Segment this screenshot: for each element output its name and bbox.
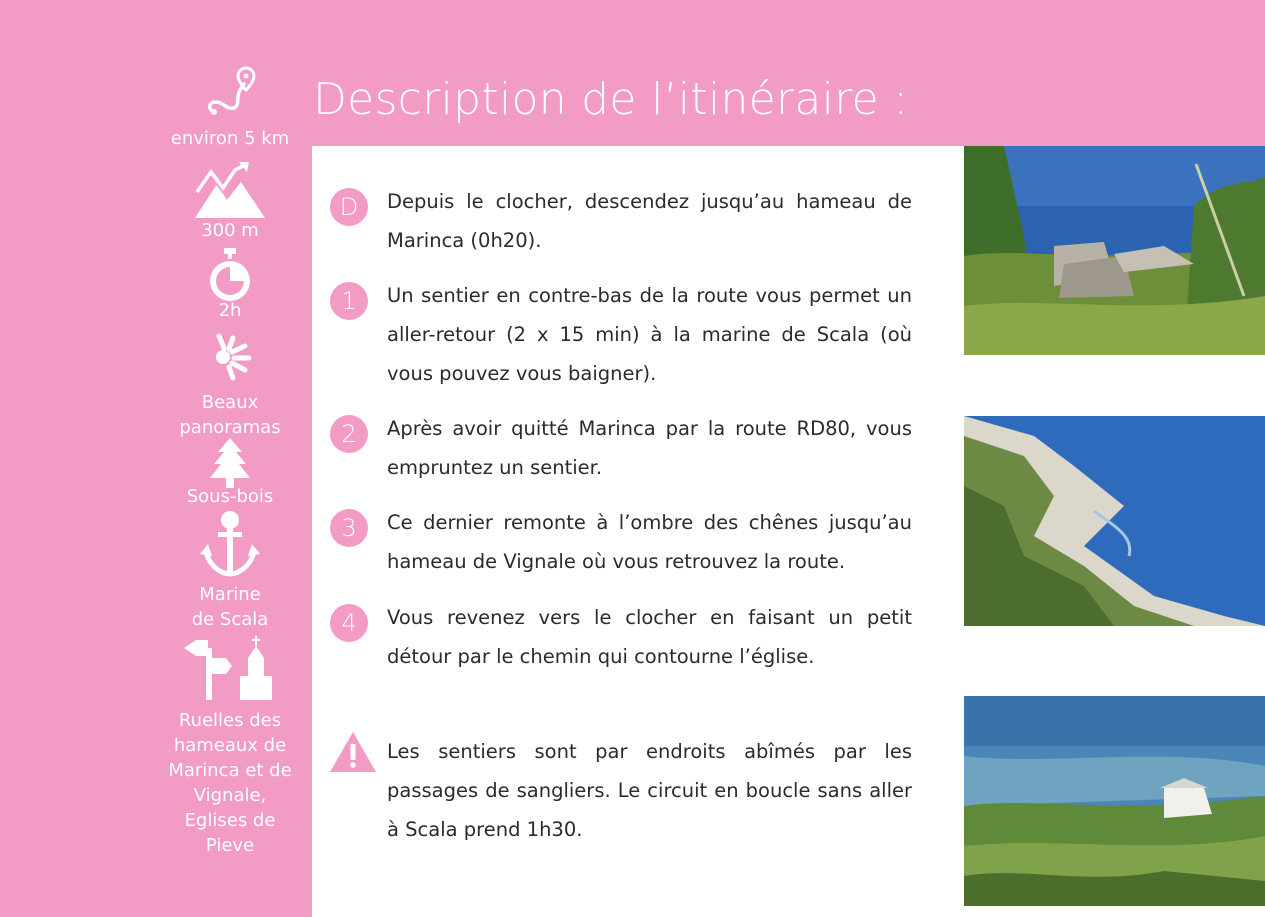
step-text: Depuis le clocher, descendez jusqu’au hameau de Marinca (0h20). <box>387 190 912 252</box>
sidebar-item-distance <box>160 66 300 151</box>
photo-rocky-coast <box>964 416 1265 626</box>
sidebar-label-duration: 2h <box>218 300 242 321</box>
sidebar-label-elevation: 300 m <box>201 220 259 241</box>
step-marker: 4 <box>330 604 368 642</box>
step-text: Un sentier en contre-bas de la route vous permet un aller-retour (2 x 15 min) à la marine de Scala (où vous pouvez vous baigner). <box>387 284 912 385</box>
sidebar-label-villages: Ruelles des hameaux de Marinca et de Vignale, Eglises de Pieve <box>168 710 292 856</box>
page-title: Description de l’itinéraire : <box>313 74 909 125</box>
sidebar-item-marine <box>160 510 300 632</box>
sidebar-label-marine: Marine de Scala <box>191 584 269 630</box>
sidebar-label-panorama: Beaux panoramas <box>179 392 281 438</box>
warning-triangle-icon <box>330 732 376 772</box>
step-marker: 2 <box>330 415 368 453</box>
step-text: Vous revenez vers le clocher en faisant un petit détour par le chemin qui contourne l’église. <box>387 606 912 668</box>
sidebar-item-panorama <box>160 330 300 440</box>
sidebar-item-villages <box>160 636 300 858</box>
sidebar-item-duration <box>160 248 300 323</box>
signpost-church-icon <box>182 636 278 702</box>
sidebar-label-forest: Sous-bois <box>186 486 274 507</box>
anchor-icon <box>200 510 260 578</box>
step-text: Après avoir quitté Marinca par la route RD80, vous empruntez un sentier. <box>387 417 912 479</box>
route-pin-icon <box>200 66 260 122</box>
step-marker: D <box>330 188 368 226</box>
sidebar-label-distance: environ 5 km <box>170 128 290 149</box>
sidebar-item-forest <box>160 438 300 509</box>
sidebar-item-elevation <box>160 162 300 243</box>
mountain-elevation-icon <box>193 162 267 220</box>
step-marker: 1 <box>330 282 368 320</box>
tree-icon <box>208 438 252 488</box>
warning-text: Les sentiers sont par endroits abîmés par les passages de sangliers. Le circuit en boucle sans aller à Scala prend 1h30. <box>387 740 912 841</box>
step-marker: 3 <box>330 509 368 547</box>
step-text: Ce dernier remonte à l’ombre des chênes jusqu’au hameau de Vignale où vous retrouvez la route. <box>387 511 912 573</box>
panorama-icon <box>207 330 253 384</box>
photo-hamlet-sea <box>964 146 1265 355</box>
stopwatch-icon <box>206 248 254 304</box>
photo-coastal-house <box>964 696 1265 906</box>
